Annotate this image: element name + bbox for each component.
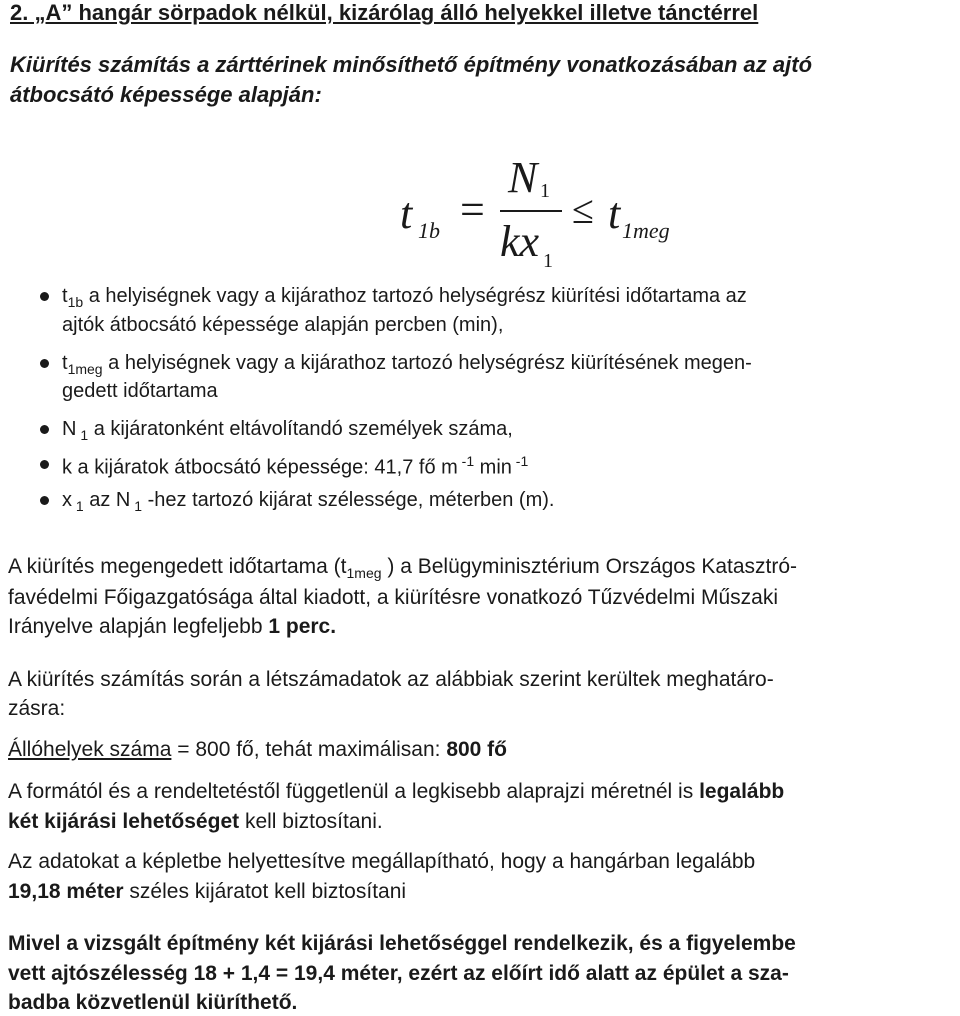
- formula-less-equal: ≤: [572, 187, 594, 232]
- subtitle-line-2: átbocsátó képessége alapján:: [10, 82, 322, 107]
- subtitle-line-1: Kiürítés számítás a zárttérinek minősíthető építmény vonatkozásában az ajtó: [10, 52, 813, 77]
- underlined-text: Állóhelyek száma: [8, 738, 172, 761]
- paragraph-line: vett ajtószélesség 18 + 1,4 = 19,4 méter, ezért az előírt idő alatt az épület a sza-: [8, 962, 789, 985]
- paragraph-line: Mivel a vizsgált építmény két kijárási lehetőséggel rendelkezik, és a figyelembe: [8, 932, 796, 955]
- formula-lhs: t: [400, 189, 413, 238]
- list-item-text: a kijáratonként eltávolítandó személyek száma,: [88, 418, 513, 440]
- variable: x: [62, 489, 72, 511]
- variable-sub: 1: [76, 427, 89, 443]
- variable: t: [62, 352, 68, 374]
- formula-rhs-sub: 1meg: [622, 218, 670, 243]
- formula-denominator-sub: 1: [543, 250, 553, 272]
- list-item-text: az N: [83, 489, 131, 511]
- bullet-icon: [40, 359, 49, 368]
- paragraph-line: [8, 738, 507, 762]
- variable-sub: 1: [72, 498, 84, 514]
- paragraph-line: [8, 780, 784, 804]
- variable-sub: 1meg: [346, 565, 382, 582]
- paragraph-line: badba közvetlenül kiüríthető.: [8, 991, 298, 1014]
- paragraph-line: [8, 880, 406, 904]
- text: A kiürítés megengedett időtartama (t: [8, 555, 347, 578]
- formula-equals: =: [460, 185, 485, 234]
- list-item-text-continued: ajtók átbocsátó képessége alapján percben (min),: [62, 314, 504, 336]
- bullet-icon: [40, 425, 49, 434]
- paragraph-line: A kiürítés számítás során a létszámadatok az alábbiak szerint kerültek meghatáro-: [8, 668, 774, 691]
- variable-sub: 1b: [67, 294, 84, 310]
- list-item-text: -hez tartozó kijárat szélessége, méterben (m).: [142, 489, 555, 511]
- formula-rhs: t: [608, 189, 621, 238]
- list-item-text-continued: gedett időtartama: [62, 380, 218, 402]
- list-item-text: a helyiségnek vagy a kijárathoz tartozó helységrész kiürítésének megen-: [102, 352, 752, 374]
- bullet-icon: [40, 292, 49, 301]
- text: Irányelve alapján legfeljebb: [8, 615, 269, 638]
- text: ) a Belügyminisztérium Országos Katasztró-: [381, 555, 798, 578]
- paragraph-line: [8, 555, 797, 581]
- bullet-icon: [40, 460, 49, 469]
- unit: min: [474, 456, 512, 479]
- section-heading: 2. „A” hangár sörpadok nélkül, kizárólag álló helyekkel illetve tánctérrel: [10, 0, 759, 25]
- emphasis: 19,18 méter: [8, 880, 124, 903]
- text: kell biztosítani.: [239, 810, 383, 833]
- evacuation-formula: [400, 150, 700, 280]
- variable: t: [62, 285, 68, 307]
- text: széles kijáratot kell biztosítani: [123, 880, 407, 903]
- formula-numerator-sub: 1: [540, 180, 550, 202]
- formula-denominator: kx: [500, 217, 540, 266]
- emphasis: legalább: [699, 780, 785, 803]
- list-item-text: k a kijáratok átbocsátó képessége: 41,7 fő m: [62, 456, 458, 479]
- text: A formától és a rendeltetéstől függetlenül a legkisebb alaprajzi méretnél is: [8, 780, 700, 803]
- formula-lhs-sub: 1b: [418, 218, 440, 243]
- paragraph-line: [8, 615, 336, 639]
- list-item-text: a helyiségnek vagy a kijárathoz tartozó helységrész kiürítési időtartama az: [83, 285, 747, 307]
- bullet-icon: [40, 496, 49, 505]
- paragraph-line: [8, 810, 383, 834]
- emphasis: 1 perc.: [268, 615, 337, 638]
- formula-numerator: N: [508, 153, 538, 202]
- variable: N: [62, 418, 77, 440]
- text: = 800 fő, tehát maximálisan:: [171, 738, 447, 761]
- variable-sub: 1meg: [67, 361, 103, 377]
- exponent: -1: [457, 453, 475, 469]
- paragraph-line: zásra:: [8, 697, 66, 720]
- paragraph-line: favédelmi Főigazgatósága által kiadott, a kiürítésre vonatkozó Tűzvédelmi Műszaki: [8, 586, 778, 609]
- paragraph-line: Az adatokat a képletbe helyettesítve megállapítható, hogy a hangárban legalább: [8, 850, 756, 873]
- exponent: -1: [511, 453, 529, 469]
- fraction-bar: [500, 210, 562, 212]
- emphasis: két kijárási lehetőséget: [8, 810, 240, 833]
- variable-sub: 1: [130, 498, 143, 514]
- emphasis: 800 fő: [446, 738, 508, 761]
